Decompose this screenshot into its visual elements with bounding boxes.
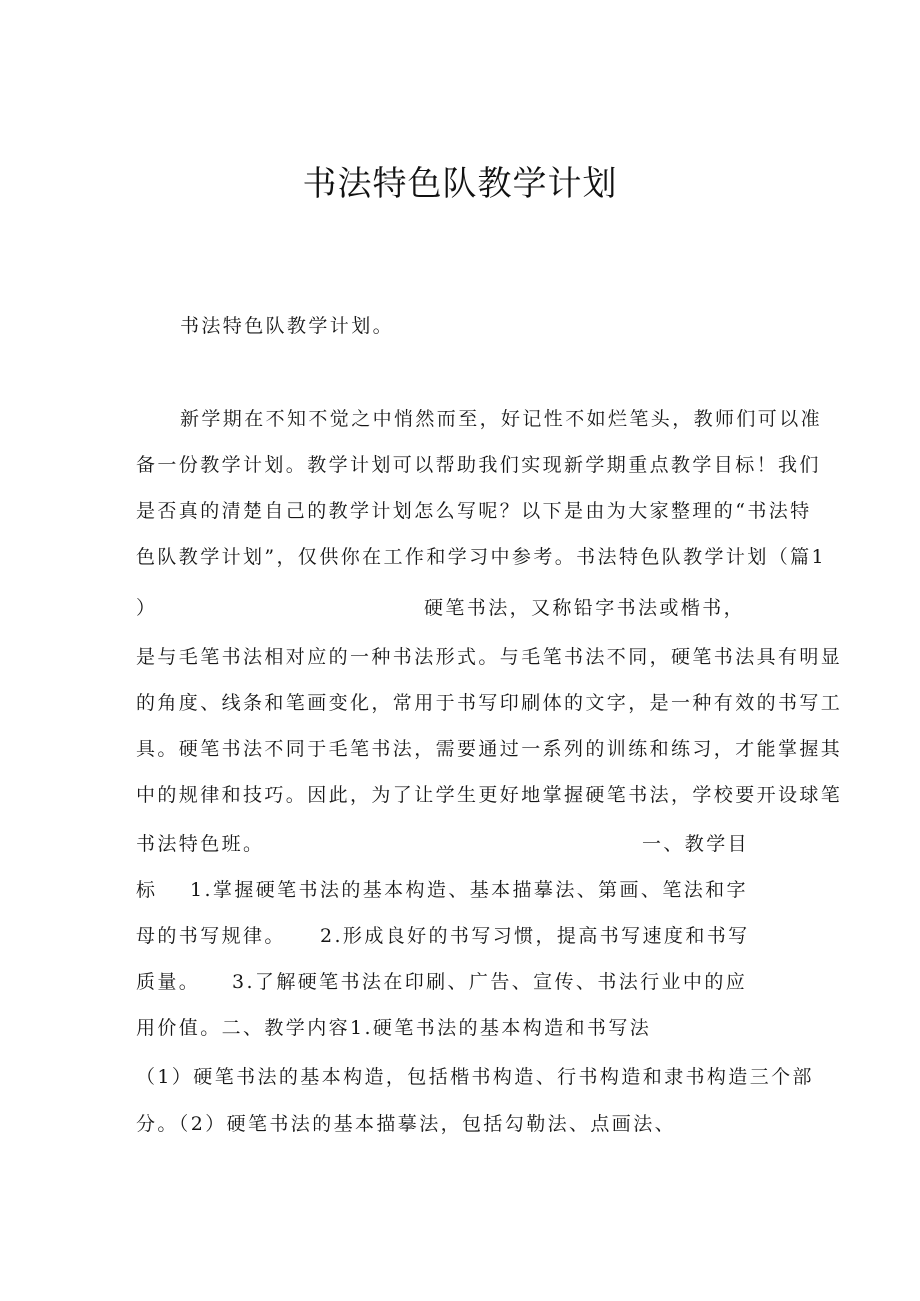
section-heading: 标 (136, 879, 158, 901)
subtitle-line: 书法特色队教学计划。 (180, 315, 395, 337)
body-line: 硬笔书法，又称铅字书法或楷书， (424, 597, 746, 619)
body-line: 用价值。二、教学内容1.硬笔书法的基本构造和书写法 (136, 1017, 652, 1039)
list-item: 2.形成良好的书写习惯，提高书写速度和书写 (320, 925, 750, 947)
section-heading: 一、教学目 (642, 833, 750, 855)
body-line: 备一份教学计划。教学计划可以帮助我们实现新学期重点教学目标！我们 (136, 454, 821, 476)
body-line: 具。硬笔书法不同于毛笔书法，需要通过一系列的训练和练习，才能掌握其 (136, 738, 843, 760)
body-line: ） (136, 597, 158, 619)
list-item: 1.掌握硬笔书法的基本构造、基本描摹法、第画、笔法和字 (190, 879, 748, 901)
body-line: 的角度、线条和笔画变化，常用于书写印刷体的文字，是一种有效的书写工 (136, 692, 843, 714)
body-line: 分。（2）硬笔书法的基本描摹法，包括勾勒法、点画法、 (136, 1113, 676, 1135)
body-line: （1）硬笔书法的基本构造，包括楷书构造、行书构造和隶书构造三个部 (136, 1066, 814, 1088)
list-item: 母的书写规律。 (136, 925, 286, 947)
body-line: 是否真的清楚自己的教学计划怎么写呢？以下是由为大家整理的“书法特 (136, 500, 812, 522)
body-line: 书法特色班。 (136, 833, 265, 855)
list-item: 质量。 (136, 971, 201, 993)
list-item: 3.了解硬笔书法在印刷、广告、宣传、书法行业中的应 (232, 971, 748, 993)
body-line: 中的规律和技巧。因此，为了让学生更好地掌握硬笔书法，学校要开设球笔 (136, 784, 843, 806)
page-title: 书法特色队教学计划 (302, 164, 618, 204)
body-line: 是与毛笔书法相对应的一种书法形式。与毛笔书法不同，硬笔书法具有明显 (136, 646, 843, 668)
body-line: 新学期在不知不觉之中悄然而至，好记性不如烂笔头，教师们可以准 (180, 408, 823, 430)
body-line: 色队教学计划”，仅供你在工作和学习中参考。书法特色队教学计划（篇1 (136, 546, 827, 568)
